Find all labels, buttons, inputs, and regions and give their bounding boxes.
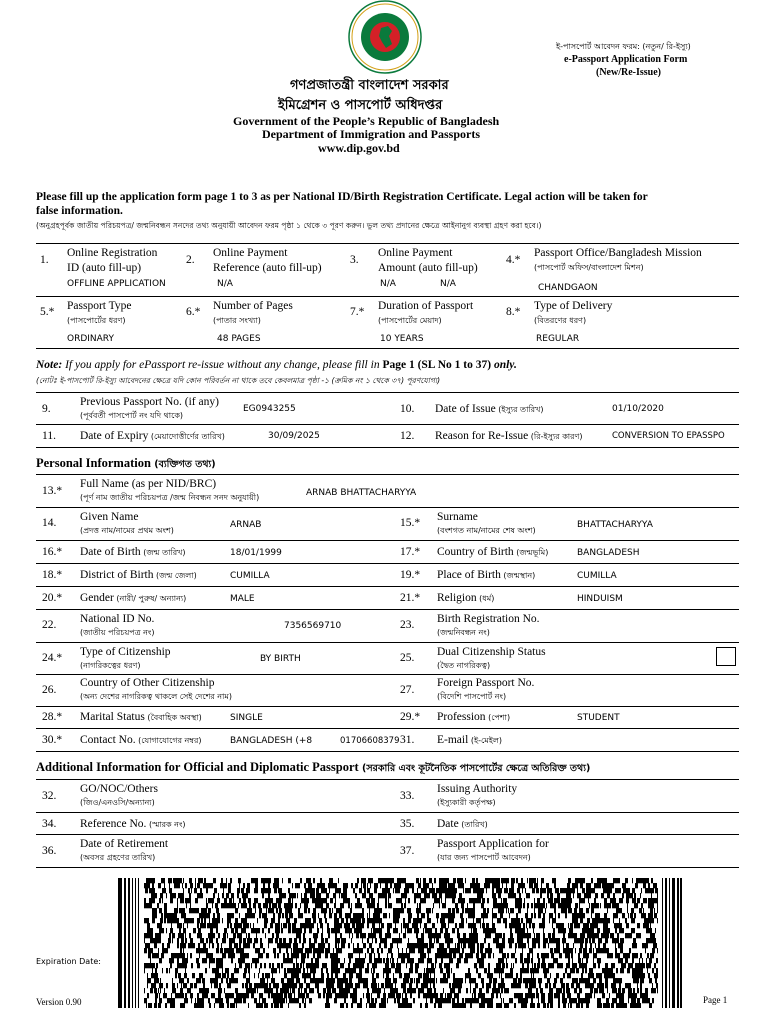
field-number: 24.* [42, 652, 63, 664]
field-number: 32. [42, 790, 57, 802]
divider [36, 834, 739, 835]
field-label-en: Gender [80, 592, 114, 604]
personal-info-title: Personal Information [36, 456, 151, 470]
divider [36, 586, 739, 587]
note-bold: Page 1 (SL No 1 to 37) [382, 359, 492, 371]
dept-name-bn: ইমিগ্রেশন ও পাসপোর্ট অধিদপ্তর [278, 98, 443, 113]
field-label-bn: (তারিখ) [458, 820, 488, 829]
field-label-bn: (পাসপোর্টের মেয়াদ) [378, 316, 442, 325]
personal-info-title-bn: (ব্যক্তিগত তথ্য) [150, 459, 216, 470]
field-label-bn: (দ্বৈত নাগরিকত্ব) [437, 661, 491, 670]
divider [36, 728, 739, 729]
divider [36, 424, 739, 425]
field-label: Given Name [80, 511, 139, 523]
field-label-bn: (স্মারক নং) [146, 820, 186, 829]
divider [36, 540, 739, 541]
full-name-value[interactable]: ARNAB BHATTACHARYYA [306, 488, 417, 498]
field-label: Passport Application for [437, 838, 549, 850]
field-label: Passport Type [67, 300, 132, 312]
field-number: 5.* [40, 306, 55, 318]
field-number: 19.* [400, 569, 421, 581]
field-label: Country of Other Citizenship [80, 677, 215, 689]
gender-value[interactable]: MALE [230, 594, 255, 604]
field-number: 8.* [506, 306, 521, 318]
divider [36, 674, 739, 675]
field-label-bn: (পূর্ণ নাম জাতীয় পরিচয়পত্র /জন্ম নিবন্ধন সনদ অনুযায়ী) [80, 493, 260, 502]
field-label-bn: (বংশগত নাম/নামের শেষ অংশ) [437, 526, 536, 535]
field-label-bn: (পাতার সংখ্যা) [213, 316, 261, 325]
field-label-bn: (মেয়াদোত্তীর্ণের তারিখ) [148, 432, 225, 441]
government-seal [336, 0, 434, 74]
instructions-line2: false information. [36, 205, 123, 217]
marital-status-value[interactable]: SINGLE [230, 713, 263, 723]
online-payment-amount-value-2[interactable]: N/A [440, 279, 456, 289]
field-number: 20.* [42, 592, 63, 604]
online-registration-id-value[interactable]: OFFLINE APPLICATION [67, 279, 166, 289]
field-label-bn: (বৈবাহিক অবস্থা) [144, 713, 202, 722]
previous-passport-value[interactable]: EG0943255 [243, 404, 296, 414]
note-prefix: Note: [36, 359, 63, 371]
field-label [437, 591, 494, 606]
website-link[interactable]: www.dip.gov.bd [318, 141, 400, 155]
field-number: 12. [400, 430, 415, 442]
field-label [80, 733, 202, 748]
divider [36, 563, 739, 564]
field-number: 28.* [42, 711, 63, 723]
field-number: 2. [186, 254, 195, 266]
divider [36, 243, 739, 244]
form-title-bn: ই-পাসপোর্ট আবেদন ফরম: (নতুন/ রি-ইস্যু) [556, 42, 691, 51]
field-number: 25. [400, 652, 415, 664]
field-number: 3. [350, 254, 359, 266]
expiration-date-label: Expiration Date: [36, 957, 101, 966]
date-of-expiry-value[interactable]: 30/09/2025 [268, 431, 320, 441]
field-number: 6.* [186, 306, 201, 318]
field-label: Number of Pages [213, 300, 293, 312]
field-label-bn: (জন্মস্থান) [500, 571, 536, 580]
field-number: 4.* [506, 254, 521, 266]
field-label-en: E-mail [437, 734, 469, 746]
note [36, 359, 517, 371]
field-number: 13.* [42, 485, 63, 497]
field-label-bn: (রি-ইস্যুর কারণ) [528, 432, 583, 441]
field-label [80, 568, 197, 583]
surname-value[interactable]: BHATTACHARYYA [577, 520, 653, 530]
field-label-bn: (প্রদত্ত নাম/নামের প্রথম অংশ) [80, 526, 174, 535]
country-of-birth-value[interactable]: BANGLADESH [577, 548, 640, 558]
field-number: 27. [400, 684, 415, 696]
field-label: National ID No. [80, 613, 155, 625]
field-number: 7.* [350, 306, 365, 318]
contact-country-code-value[interactable]: BANGLADESH (+8 [230, 736, 313, 746]
field-label-bn: (নারী/ পুরুষ/ অন্যান্য) [113, 594, 187, 603]
field-label-bn: (জন্ম তারিখ) [140, 548, 186, 557]
field-label-en: Date [437, 818, 459, 830]
field-label [437, 710, 510, 725]
field-label-bn: (বিদেশি পাসপোর্ট নং) [437, 692, 507, 701]
field-label-en: Date of Expiry [80, 430, 149, 442]
divider [36, 751, 739, 752]
field-number: 29.* [400, 711, 421, 723]
field-label: Online Payment [213, 247, 288, 259]
version-label: Version 0.90 [36, 997, 82, 1007]
field-number: 9. [42, 403, 51, 415]
field-label-en: Date of Issue [435, 403, 496, 415]
divider [36, 609, 739, 610]
passport-office-value[interactable]: CHANDGAON [538, 283, 598, 293]
field-label-bn: (অবসর গ্রহণের তারিখ) [80, 853, 156, 862]
number-of-pages-value[interactable]: 48 PAGES [217, 334, 261, 344]
field-label [437, 545, 548, 560]
field-label-bn: (পাসপোর্টের ধরণ) [67, 316, 126, 325]
online-payment-amount-value[interactable]: N/A [380, 279, 396, 289]
field-label-en: Reference No. [80, 818, 147, 830]
field-number: 37. [400, 845, 415, 857]
passport-duration-value[interactable]: 10 YEARS [380, 334, 424, 344]
instructions-line1: Please fill up the application form page 1 to 3 as per National ID/Birth Registration Certificate. Legal action will be taken for [36, 191, 648, 203]
divider [36, 348, 739, 349]
instructions-bn: (অনুগ্রহপূর্বক জাতীয় পরিচয়পত্র/ জন্মনিবন্ধন সনদের তথ্য অনুযায়ী আবেদন ফরম পৃষ্ঠা ১ থেকে ৩ পূরণ করুন। ভুল তথ্য প্রদানের ক্ষেত্রে আইনানুগ ব্যবস্থা গ্রহণ করা হবে।) [36, 221, 542, 230]
field-label-en: Profession [437, 711, 486, 723]
field-label: Online Registration [67, 247, 158, 259]
field-label-bn: (পূর্ববর্তী পাসপোর্ট নং যদি থাকে) [80, 411, 184, 420]
field-label: Previous Passport No. (if any) [80, 396, 219, 408]
field-label: Surname [437, 511, 478, 523]
religion-value[interactable]: HINDUISM [577, 594, 623, 604]
field-label [437, 817, 488, 832]
field-label [435, 402, 543, 417]
divider [36, 296, 739, 297]
personal-info-heading [36, 456, 216, 473]
divider [36, 812, 739, 813]
field-label-bn: (জন্মনিবন্ধন নং) [437, 628, 490, 637]
field-label: GO/NOC/Others [80, 783, 158, 795]
field-number: 33. [400, 790, 415, 802]
field-label: Reference (auto fill-up) [213, 262, 322, 274]
field-number: 16.* [42, 546, 63, 558]
online-payment-ref-value[interactable]: N/A [217, 279, 233, 289]
field-number: 23. [400, 619, 415, 631]
field-label: Type of Delivery [534, 300, 613, 312]
divider [36, 474, 739, 475]
field-label: Birth Registration No. [437, 613, 540, 625]
field-label [437, 733, 502, 748]
field-label-bn: (অন্য দেশের নাগরিকত্ব থাকলে সেই দেশের নাম) [80, 692, 232, 701]
dept-name-en: Department of Immigration and Passports [262, 127, 480, 141]
field-label-bn: (বিতরণের ধরণ) [534, 316, 587, 325]
field-label-en: Country of Birth [437, 546, 514, 558]
field-number: 34. [42, 818, 57, 830]
field-label-en: Contact No. [80, 734, 136, 746]
field-label: Full Name (as per NID/BRC) [80, 478, 217, 490]
field-number: 15.* [400, 517, 421, 529]
field-label-bn: (ইস্যুর তারিখ) [495, 405, 544, 414]
field-label-en: Reason for Re-Issue [435, 430, 529, 442]
national-id-value[interactable]: 7356569710 [284, 621, 342, 631]
additional-info-title: Additional Information for Official and Diplomatic Passport [36, 760, 359, 774]
field-number: 26. [42, 684, 57, 696]
field-number: 35. [400, 818, 415, 830]
field-number: 17.* [400, 546, 421, 558]
field-number: 21.* [400, 592, 421, 604]
district-of-birth-value[interactable]: CUMILLA [230, 571, 270, 581]
field-label-en: Religion [437, 592, 477, 604]
field-label [80, 545, 186, 560]
field-number: 22. [42, 619, 57, 631]
delivery-type-value[interactable]: REGULAR [536, 334, 580, 344]
field-label-bn: (যোগাযোগের নম্বর) [135, 736, 202, 745]
field-label [80, 429, 225, 444]
field-label: Type of Citizenship [80, 646, 171, 658]
divider [36, 779, 739, 780]
additional-info-title-bn: (সরকারি এবং কূটনৈতিক পাসপোর্টের ক্ষেত্রে অতিরিক্ত তথ্য) [358, 763, 591, 774]
field-number: 30.* [42, 734, 63, 746]
divider [36, 706, 739, 707]
field-number: 1. [40, 254, 49, 266]
field-label-en: District of Birth [80, 569, 154, 581]
divider [36, 642, 739, 643]
note-text: If you apply for ePassport re-issue without any change, please fill in [62, 359, 383, 371]
date-of-issue-value[interactable]: 01/10/2020 [612, 404, 664, 414]
citizenship-type-value[interactable]: BY BIRTH [260, 654, 301, 664]
profession-value[interactable]: STUDENT [577, 713, 620, 723]
divider [36, 392, 739, 393]
field-number: 36. [42, 845, 57, 857]
field-label-bn: (পাসপোর্ট অফিস/বাংলাদেশ মিশন) [534, 263, 644, 272]
field-label [435, 429, 583, 444]
date-of-birth-value[interactable]: 18/01/1999 [230, 548, 282, 558]
field-label: Issuing Authority [437, 783, 518, 795]
field-label-bn: (ধর্ম) [476, 594, 495, 603]
form-title-en: e-Passport Application Form [564, 54, 688, 65]
field-number: 10. [400, 403, 415, 415]
field-label: Foreign Passport No. [437, 677, 535, 689]
field-label-bn: (নাগরিকত্বের ধরণ) [80, 661, 141, 670]
dual-citizenship-checkbox[interactable] [716, 647, 736, 666]
field-label-bn: (পেশা) [485, 713, 511, 722]
divider [36, 867, 739, 868]
field-label: Passport Office/Bangladesh Mission [534, 247, 702, 259]
gov-name-en: Government of the People’s Republic of Bangladesh [233, 114, 500, 128]
note-bn: (নোটঃ ই-পাসপোর্ট রি-ইস্যু আবেদনের ক্ষেত্রে যদি কোন পরিবর্তন না থাকে তবে কেবলমাত্র পৃষ্ঠা -১ (ক্রমিক নং ১ থেকে ৩৭) পূরণযোগ্য) [36, 376, 441, 385]
field-label: ID (auto fill-up) [67, 262, 142, 274]
field-label [80, 710, 202, 725]
field-number: 14. [42, 517, 57, 529]
contact-number-value[interactable]: 01706608379 [340, 736, 400, 746]
place-of-birth-value[interactable]: CUMILLA [577, 571, 617, 581]
pdf417-barcode [118, 878, 682, 1008]
field-label-en: Place of Birth [437, 569, 501, 581]
passport-type-value[interactable]: ORDINARY [67, 334, 114, 344]
field-label-bn: (ইস্যুকারী কর্তৃপক্ষ) [437, 798, 496, 807]
additional-info-heading [36, 760, 590, 777]
field-label-bn: (জন্মভূমি) [513, 548, 549, 557]
field-number: 11. [42, 430, 56, 442]
field-label-bn: (জিও/এনওসি/অন্যান্য) [80, 798, 155, 807]
field-label: Duration of Passport [378, 300, 474, 312]
field-number: 18.* [42, 569, 63, 581]
field-label-bn: (ই-মেইল) [468, 736, 502, 745]
field-label: Dual Citizenship Status [437, 646, 546, 658]
field-label-bn: (জাতীয় পরিচয়পত্র নং) [80, 628, 155, 637]
reason-for-reissue-value[interactable]: CONVERSION TO EPASSPO [612, 431, 725, 441]
field-label [437, 568, 535, 583]
field-label-bn: (যার জন্য পাসপোর্ট আবেদন) [437, 853, 531, 862]
divider [36, 447, 739, 448]
gov-name-bn: গণপ্রজাতন্ত্রী বাংলাদেশ সরকার [290, 78, 449, 93]
field-number: 31. [400, 734, 415, 746]
field-label: Date of Retirement [80, 838, 169, 850]
field-label: Online Payment [378, 247, 453, 259]
field-label [80, 591, 186, 606]
given-name-value[interactable]: ARNAB [230, 520, 262, 530]
field-label-en: Date of Birth [80, 546, 141, 558]
field-label [80, 817, 186, 832]
field-label-bn: (জন্ম জেলা) [153, 571, 197, 580]
divider [36, 507, 739, 508]
field-label: Amount (auto fill-up) [378, 262, 478, 274]
page-number: Page 1 [703, 995, 728, 1005]
field-label-en: Marital Status [80, 711, 145, 723]
note-suffix: only. [491, 359, 517, 371]
form-subtitle: (New/Re-Issue) [596, 67, 661, 78]
